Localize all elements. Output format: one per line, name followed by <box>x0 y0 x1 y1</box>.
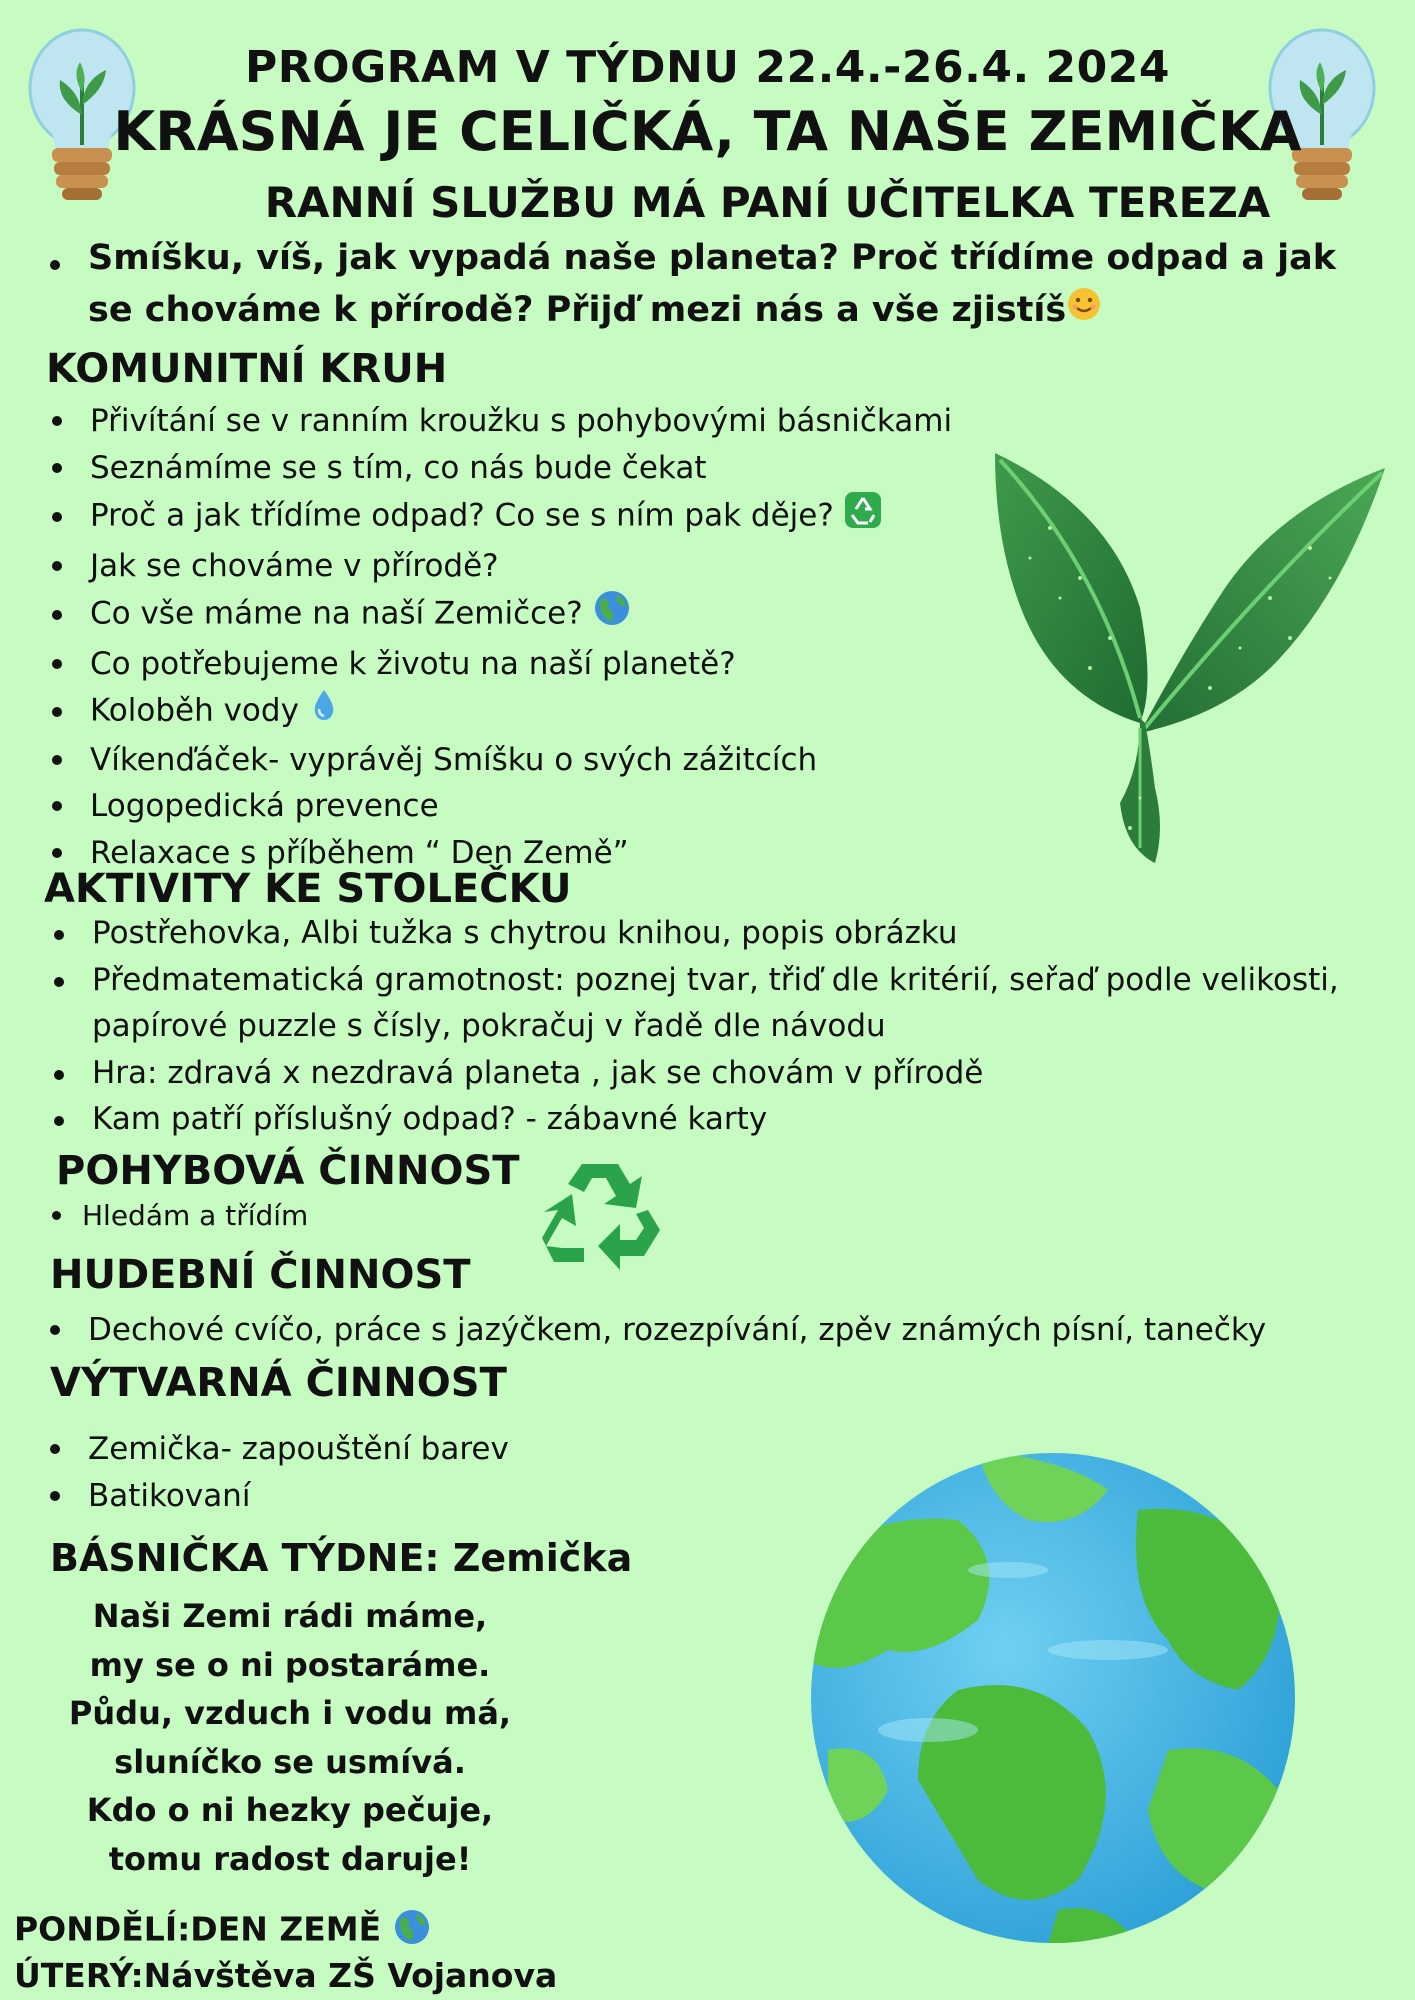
list-item: Přivítání se v ranním kroužku s pohybovými básničkami <box>90 398 990 445</box>
list-item: Co potřebujeme k životu na naší planetě? <box>90 641 990 688</box>
earth-globe-icon <box>593 589 631 641</box>
list-item: Batikovaní <box>88 1473 509 1520</box>
section-heading-hudebni: HUDEBNÍ ČINNOST <box>50 1252 471 1298</box>
program-title: PROGRAM V TÝDNU 22.4.-26.4. 2024 <box>245 42 1170 93</box>
poem <box>40 1592 540 1883</box>
list-item: Hra: zdravá x nezdravá planeta , jak se chovám v přírodě <box>92 1050 1352 1097</box>
vytvarna-list <box>88 1426 509 1519</box>
tuesday-note: ÚTERÝ:Návštěva ZŠ Vojanova <box>14 1956 558 1995</box>
theme-title: KRÁSNÁ JE CELIČKÁ, TA NAŠE ZEMIČKA <box>113 100 1302 163</box>
list-item: Seznámíme se s tím, co nás bude čekat <box>90 445 990 492</box>
section-heading-vytvarna: VÝTVARNÁ ČINNOST <box>50 1360 507 1406</box>
list-item: Co vše máme na naší Zemičce? <box>90 589 990 641</box>
poem-line: my se o ni postaráme. <box>89 1645 491 1684</box>
list-item: Kam patří příslušný odpad? - zábavné karty <box>92 1096 1352 1143</box>
water-drop-icon <box>309 687 339 737</box>
poem-line: sluníčko se usmívá. <box>114 1742 466 1781</box>
poem-line: Naši Zemi rádi máme, <box>92 1597 488 1635</box>
list-item: Proč a jak třídíme odpad? Co se s ním pak děje? <box>90 491 990 543</box>
leaves-icon <box>990 448 1390 868</box>
poem-line: Kdo o ni hezky pečuje, <box>86 1791 494 1829</box>
list-item: Jak se chováme v přírodě? <box>90 543 990 590</box>
smile-emoji-icon <box>1066 285 1102 337</box>
list-item: Zemička- zapouštění barev <box>88 1426 509 1473</box>
section-heading-aktivity: AKTIVITY KE STOLEČKU <box>44 866 572 912</box>
recycle-icon <box>844 491 882 543</box>
list-item: Víkenďáček- vyprávěj Smíšku o svých zážitcích <box>90 737 990 784</box>
earth-globe-icon <box>808 1450 1298 1945</box>
list-item: Smíšku, víš, jak vypadá naše planeta? Proč třídíme odpad a jak se chováme k přírodě? Přijď mezi nás a vše zjistíš <box>88 232 1348 337</box>
section-heading-pohybova: POHYBOVÁ ČINNOST <box>56 1148 520 1194</box>
list-item: Předmatematická gramotnost: poznej tvar, třiď dle kritérií, seřaď podle velikosti, papírové puzzle s čísly, pokračuj v řadě dle návodu <box>92 957 1352 1050</box>
list-item: Dechové cvíčo, práce s jazýčkem, rozezpívání, zpěv známých písní, tanečky <box>88 1307 1266 1353</box>
hudebni-list <box>88 1307 1266 1353</box>
pohybova-list <box>82 1196 308 1236</box>
section-heading-basnicka: BÁSNIČKA TÝDNE: Zemička <box>50 1536 633 1580</box>
poem-line: Půdu, vzduch i vodu má, <box>68 1694 512 1732</box>
intro-list <box>88 232 1348 337</box>
list-item: Logopedická prevence <box>90 783 990 830</box>
poem-line: tomu radost daruje! <box>108 1839 472 1878</box>
section-heading-komunitni-kruh: KOMUNITNÍ KRUH <box>46 346 448 392</box>
aktivity-list <box>92 910 1352 1143</box>
earth-globe-icon <box>393 1908 431 1954</box>
list-item: Hledám a třídím <box>82 1196 308 1236</box>
list-item: Koloběh vody <box>90 687 990 737</box>
list-item: Postřehovka, Albi tužka s chytrou knihou, popis obrázku <box>92 910 1352 957</box>
list-item: Relaxace s příběhem “ Den Země” <box>90 830 990 877</box>
monday-note: PONDĚLÍ:DEN ZEMĚ <box>14 1908 431 1954</box>
recycle-icon <box>538 1156 662 1274</box>
morning-duty-heading: RANNÍ SLUŽBU MÁ PANÍ UČITELKA TEREZA <box>264 178 1271 227</box>
komunitni-kruh-list <box>90 398 990 876</box>
